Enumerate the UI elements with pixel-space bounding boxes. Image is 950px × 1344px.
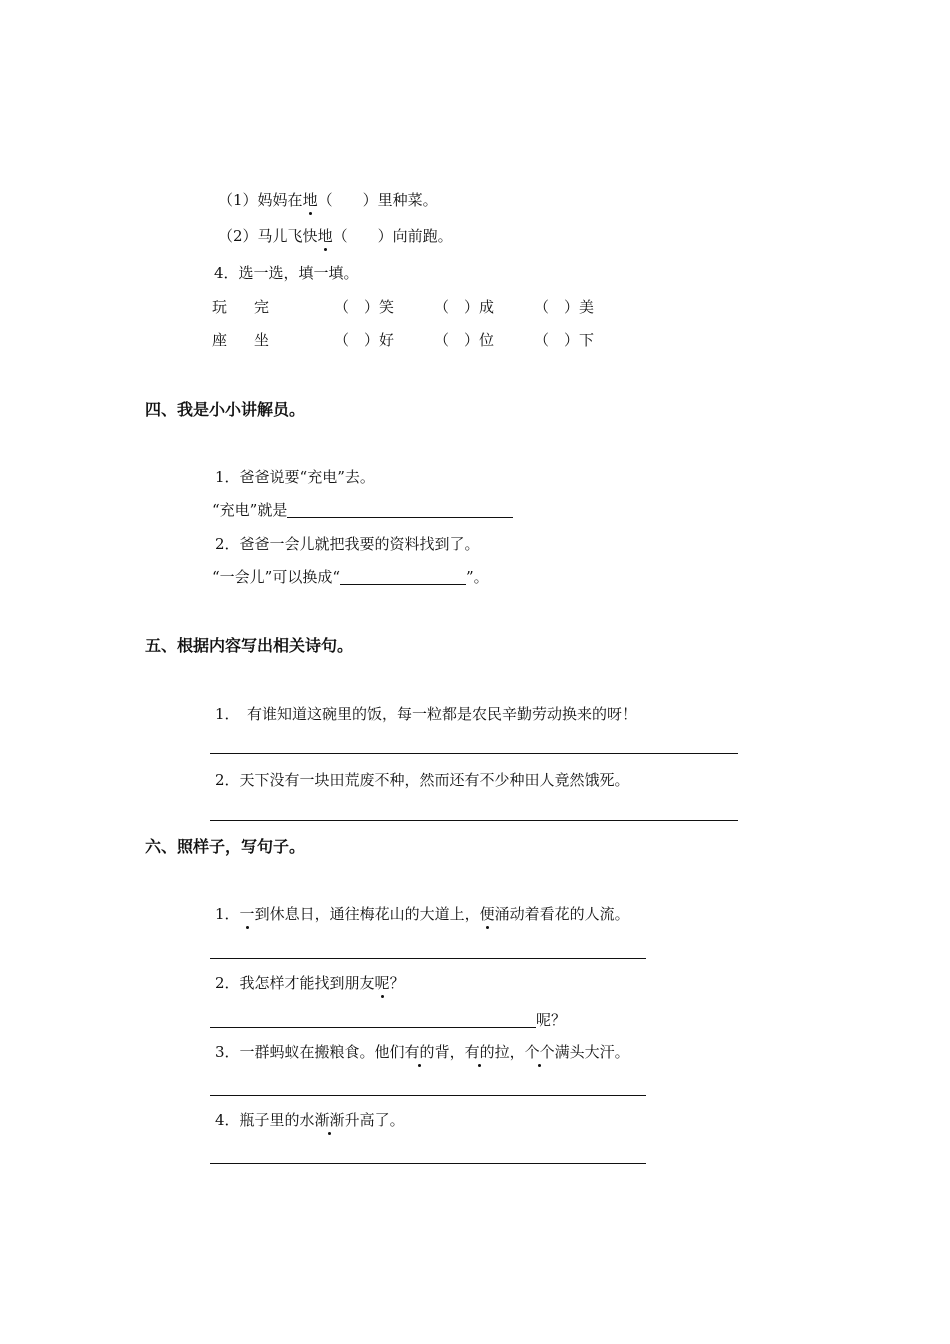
- section-6-q3: [215, 1042, 630, 1062]
- section-6-q3-dotted-1: 有的: [404, 1043, 435, 1061]
- q4-row-2-option-1: （ ）好: [334, 331, 395, 349]
- section-6-q2-dotted-1: 呢: [374, 974, 390, 992]
- section-4-q2-answer-line: [212, 567, 489, 587]
- q4-row-2-word-2: 坐: [254, 331, 270, 349]
- section-4-q1: 1．爸爸说要“充电”去。: [215, 468, 375, 486]
- q3-item-2-after: （ ）向前跑。: [332, 227, 453, 245]
- q4-row-2-option-2: （ ）位: [434, 331, 495, 349]
- q3-item-2-dotted: 地: [317, 227, 333, 245]
- section-4-q2: 2．爸爸一会儿就把我要的资料找到了。: [215, 535, 480, 553]
- q4-label: 4．选一选，填一填。: [214, 264, 359, 282]
- section-6-q4-dotted-1: 渐渐: [314, 1111, 345, 1129]
- section-6-q2-part-1: 2．我怎样才能找到朋友: [215, 974, 375, 992]
- q4-row-1-option-2: （ ）成: [434, 298, 495, 316]
- section-6-q1-part-2: 到休息日，通往梅花山的大道上，: [254, 905, 480, 923]
- section-6-q2-part-2: ？: [389, 974, 405, 992]
- q3-item-2: [218, 226, 453, 246]
- q3-item-1: [218, 190, 438, 210]
- section-6-q4: [215, 1110, 405, 1130]
- section-6-q2-suffix: 呢？: [536, 1011, 567, 1029]
- section-5-q1-answer-line[interactable]: [210, 753, 738, 754]
- section-4-q1-prompt: “充电”就是: [212, 501, 288, 519]
- section-6-q3-part-2: 背，: [434, 1043, 465, 1061]
- section-6-q2: [215, 973, 405, 993]
- section-6-q3-part-3: 拉，: [494, 1043, 525, 1061]
- q4-row-2-word-1: 座: [212, 331, 228, 349]
- answer-blank[interactable]: [340, 568, 466, 585]
- q4-row-1-word-2: 完: [254, 298, 270, 316]
- q4-row-1-option-3: （ ）美: [534, 298, 595, 316]
- section-4-q2-prompt-before: “一会儿”可以换成“: [212, 568, 341, 586]
- section-4-q2-prompt-after: ”。: [466, 568, 489, 586]
- section-6-q1: [215, 904, 630, 924]
- section-6-q1-part-3: 涌动着看花的人流。: [494, 905, 630, 923]
- section-6-q4-answer-line[interactable]: [210, 1163, 646, 1164]
- section-6-q3-part-4: 满头大汗。: [554, 1043, 630, 1061]
- section-6-q4-part-2: 升高了。: [344, 1111, 405, 1129]
- answer-blank[interactable]: [210, 1011, 536, 1028]
- q3-item-2-before: 马儿飞快: [257, 227, 318, 245]
- section-5-q1: 1． 有谁知道这碗里的饭，每一粒都是农民辛勤劳动换来的呀！: [215, 705, 638, 723]
- section-6-q3-dotted-3: 个个: [524, 1043, 555, 1061]
- q3-item-1-num: （1）: [218, 191, 258, 209]
- section-6-q3-part-1: 3．一群蚂蚁在搬粮食。他们: [215, 1043, 405, 1061]
- q3-item-1-after: （ ）里种菜。: [317, 191, 438, 209]
- answer-blank[interactable]: [287, 501, 513, 518]
- q3-item-2-num: （2）: [218, 227, 258, 245]
- q3-item-1-before: 妈妈在: [257, 191, 303, 209]
- section-5-q2: 2．天下没有一块田荒废不种，然而还有不少种田人竟然饿死。: [215, 771, 630, 789]
- q3-item-1-dotted: 地: [302, 191, 318, 209]
- section-6-q1-part-1: 1．: [215, 905, 240, 923]
- section-6-q1-dotted-2: 便: [479, 905, 495, 923]
- section-6-q1-dotted-1: 一: [239, 905, 255, 923]
- section-6-q2-answer-line: [210, 1010, 566, 1030]
- section-6-q3-answer-line[interactable]: [210, 1095, 646, 1096]
- q4-row-1-word-1: 玩: [212, 298, 228, 316]
- section-5-q2-answer-line[interactable]: [210, 820, 738, 821]
- section-6-q3-dotted-2: 有的: [464, 1043, 495, 1061]
- section-6-title: 六、照样子，写句子。: [145, 837, 306, 856]
- q4-row-1-option-1: （ ）笑: [334, 298, 395, 316]
- section-4-q1-answer-line: [212, 500, 513, 520]
- section-5-title: 五、根据内容写出相关诗句。: [145, 636, 354, 655]
- section-6-q4-part-1: 4．瓶子里的水: [215, 1111, 315, 1129]
- section-6-q1-answer-line[interactable]: [210, 958, 646, 959]
- q4-row-2-option-3: （ ）下: [534, 331, 595, 349]
- section-4-title: 四、我是小小讲解员。: [145, 400, 306, 419]
